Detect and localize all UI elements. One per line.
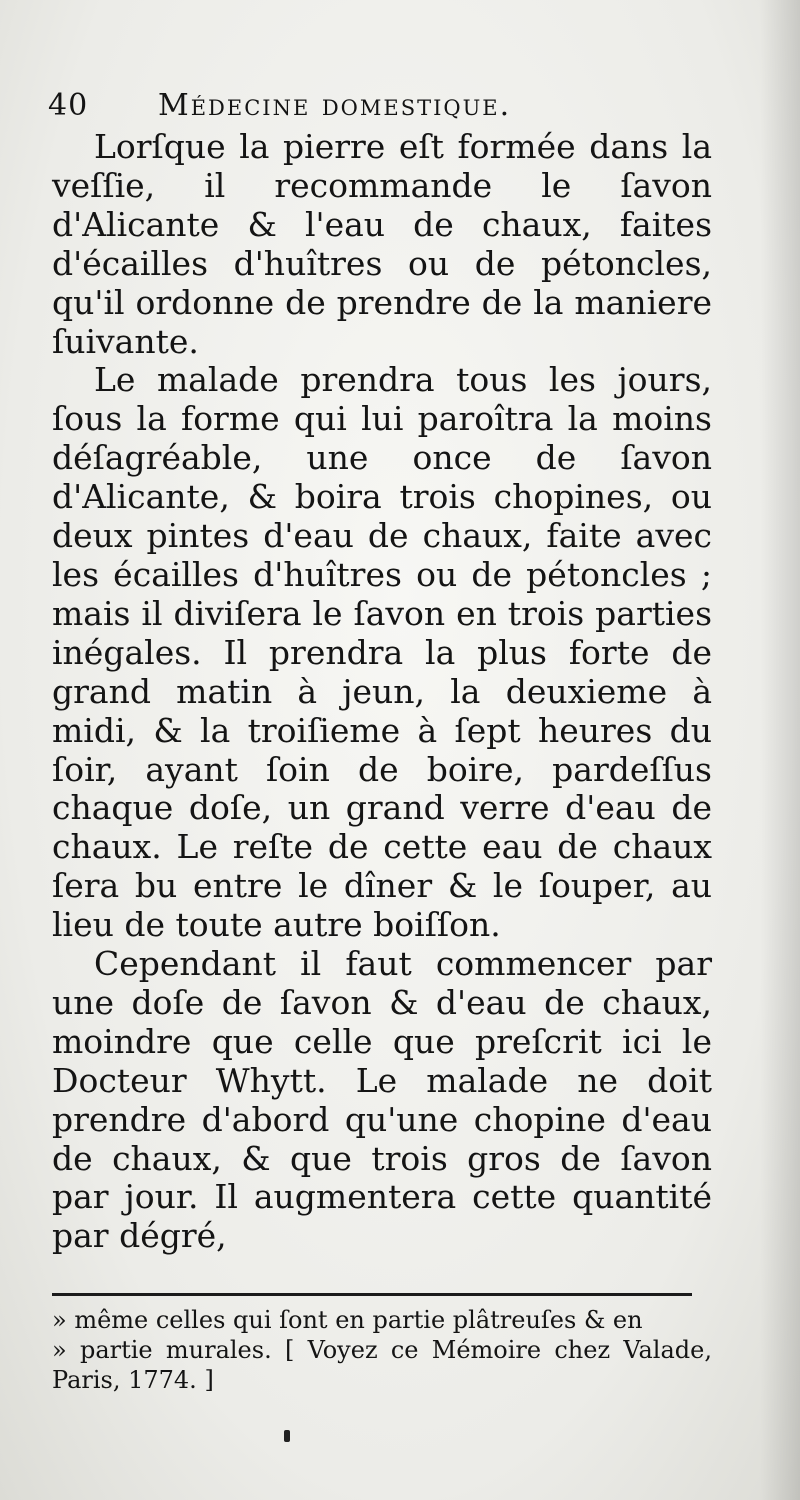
page-edge-shadow: [760, 0, 800, 1500]
body-text: [52, 128, 712, 1256]
footnote-line-2: » partie murales. [ Voyez ce Mémoire chez Valade, Paris, 1774. ]: [52, 1336, 712, 1394]
paragraph-2: Le malade prendra tous les jours, ſous la forme qui lui paroîtra la moins déſagréable, une once de ſavon d'Alicante, & boira trois chopines, ou deux pintes d'eau de chaux, faite avec les écailles d'huîtres ou de pétoncles ; mais il diviſera le ſavon en trois parties inégales. Il prendra la plus forte de grand matin à jeun, la deuxieme à midi, & la troiſieme à ſept heures du ſoir, ayant ſoin de boire, pardeſſus chaque doſe, un grand verre d'eau de chaux. Le reſte de cette eau de chaux ſera bu entre le dîner & le ſouper, au lieu de toute autre boiſſon.: [52, 360, 712, 945]
footnote-line-1: » même celles qui ſont en partie plâtreuſes & en: [52, 1306, 643, 1334]
ink-mark: [284, 1430, 290, 1442]
footnote-rule: [52, 1293, 692, 1296]
footnote: [52, 1305, 712, 1395]
paragraph-1: Lorſque la pierre eſt formée dans la veſſie, il recommande le ſavon d'Alicante & l'eau de chaux, faites d'écailles d'huîtres ou de pétoncles, qu'il ordonne de prendre de la maniere ſuivante.: [52, 127, 712, 361]
running-title: Médecine domestique.: [158, 88, 512, 123]
paragraph-3: Cependant il faut commencer par une doſe de ſavon & d'eau de chaux, moindre que celle que preſcrit ici le Docteur Whytt. Le malade ne doit prendre d'abord qu'une chopine d'eau de chaux, & que trois gros de ſavon par jour. Il augmentera cette quantité par dégré,: [52, 944, 712, 1256]
page-number: 40: [48, 88, 89, 123]
